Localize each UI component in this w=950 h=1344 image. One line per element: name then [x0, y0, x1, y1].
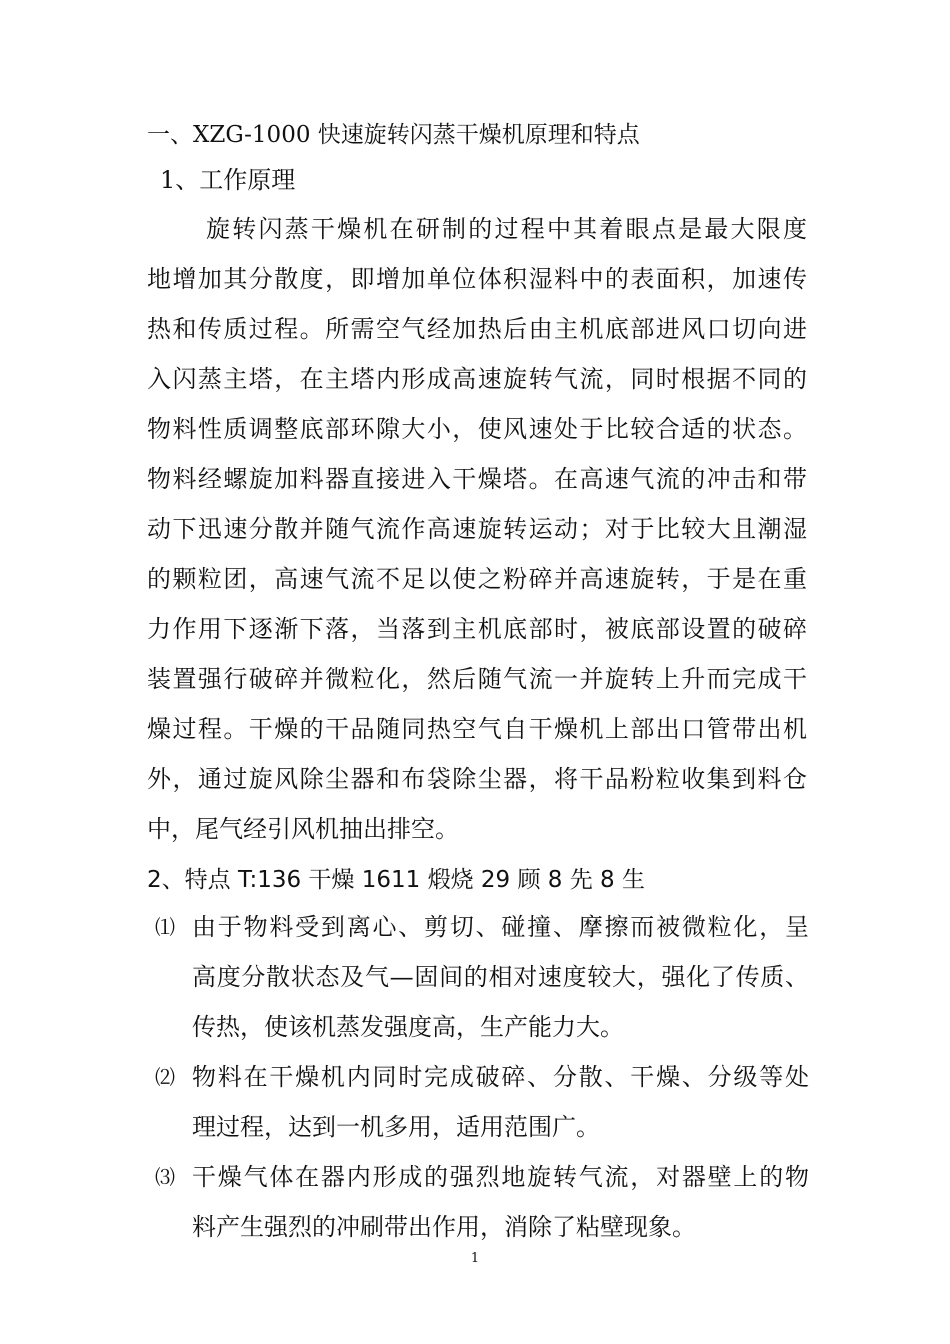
- paragraph-line: 入闪蒸主塔，在主塔内形成高速旋转气流，同时根据不同的: [147, 365, 807, 393]
- paragraph-line: 物料经螺旋加料器直接进入干燥塔。在高速气流的冲击和带: [147, 465, 807, 493]
- list-item-line: 传热，使该机蒸发强度高，生产能力大。: [192, 1013, 624, 1041]
- list-item-line: 由于物料受到离心、剪切、碰撞、摩擦而被微粒化，呈: [192, 913, 809, 941]
- section-title-principle: 1、工作原理: [160, 166, 296, 194]
- paragraph-line: 燥过程。干燥的干品随同热空气自干燥机上部出口管带出机: [147, 715, 807, 743]
- paragraph-line: 热和传质过程。所需空气经加热后由主机底部进风口切向进: [147, 315, 807, 343]
- paragraph-line: 装置强行破碎并微粒化，然后随气流一并旋转上升而完成干: [147, 665, 807, 693]
- paragraph-line: 旋转闪蒸干燥机在研制的过程中其着眼点是最大限度: [206, 215, 807, 243]
- list-marker: ⑴: [155, 915, 175, 939]
- heading: 一、XZG-1000 快速旋转闪蒸干燥机原理和特点: [147, 122, 640, 148]
- list-item-line: 理过程，达到一机多用，适用范围广。: [192, 1113, 600, 1141]
- list-marker: ⑵: [155, 1065, 175, 1089]
- paragraph-line: 外，通过旋风除尘器和布袋除尘器，将干品粉粒收集到料仓: [147, 765, 807, 793]
- paragraph-line: 物料性质调整底部环隙大小，使风速处于比较合适的状态。: [147, 415, 807, 443]
- section-title-features: 2、特点 T:136 干燥 1611 煅烧 29 顾 8 先 8 生: [147, 867, 645, 893]
- paragraph-line: 中，尾气经引风机抽出排空。: [147, 815, 459, 843]
- paragraph-line: 动下迅速分散并随气流作高速旋转运动；对于比较大且潮湿: [147, 515, 807, 543]
- paragraph-line: 力作用下逐渐下落，当落到主机底部时，被底部设置的破碎: [147, 615, 807, 643]
- list-item-line: 干燥气体在器内形成的强烈地旋转气流，对器壁上的物: [192, 1163, 809, 1191]
- list-item-line: 高度分散状态及气—固间的相对速度较大，强化了传质、: [192, 963, 809, 991]
- list-item-line: 料产生强烈的冲刷带出作用，消除了粘壁现象。: [192, 1213, 696, 1241]
- list-item-line: 物料在干燥机内同时完成破碎、分散、干燥、分级等处: [192, 1063, 809, 1091]
- paragraph-line: 地增加其分散度，即增加单位体积湿料中的表面积，加速传: [147, 265, 807, 293]
- list-marker: ⑶: [155, 1165, 175, 1189]
- paragraph-line: 的颗粒团，高速气流不足以使之粉碎并高速旋转，于是在重: [147, 565, 807, 593]
- page-number: 1: [470, 1251, 480, 1266]
